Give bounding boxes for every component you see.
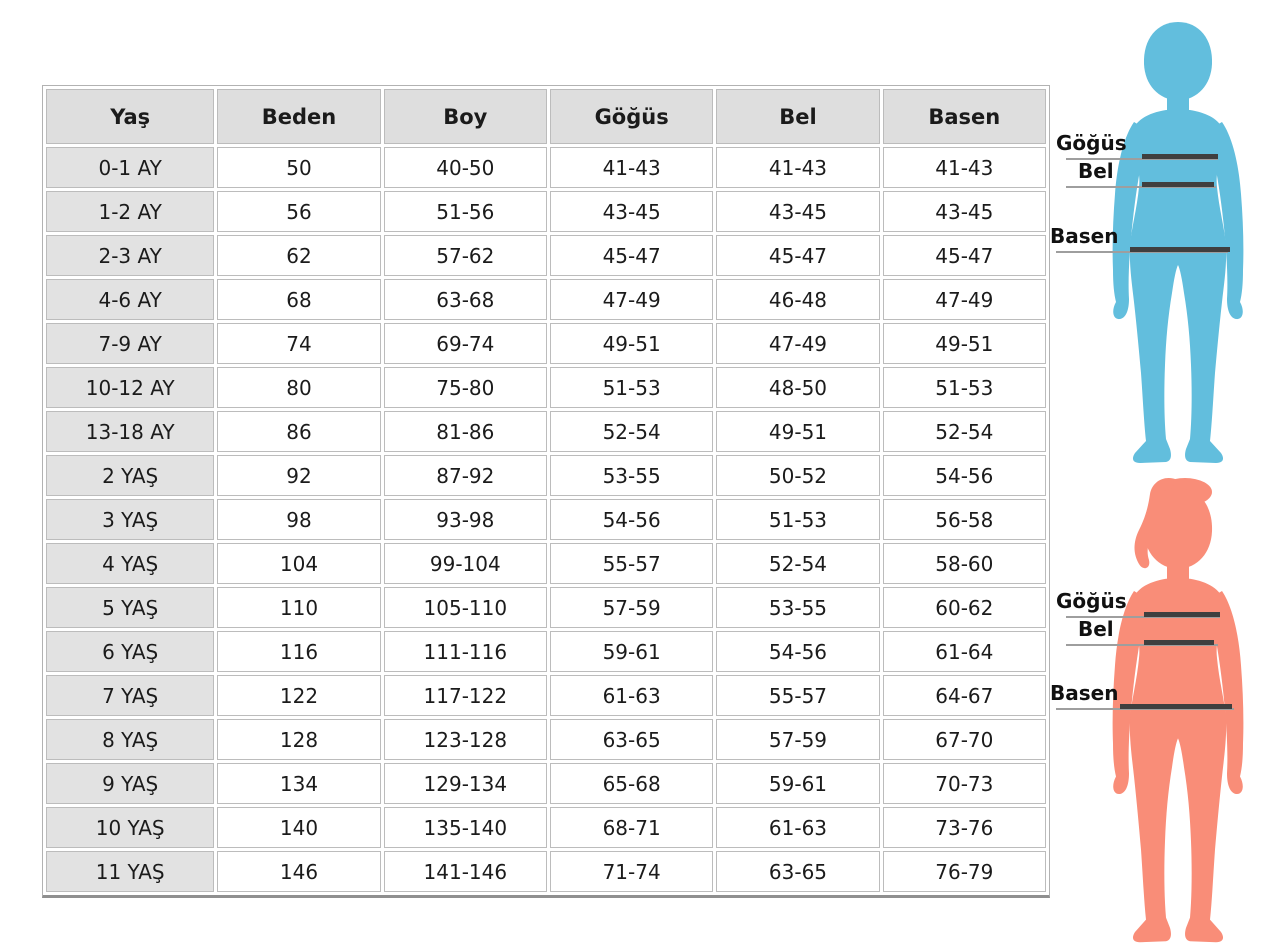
size-cell: 54-56 — [716, 631, 879, 672]
size-cell: 53-55 — [550, 455, 713, 496]
row-age-label: 2-3 AY — [46, 235, 214, 276]
girl-silhouette-icon — [1086, 472, 1270, 948]
size-cell: 45-47 — [716, 235, 879, 276]
size-cell: 43-45 — [883, 191, 1046, 232]
row-age-label: 3 YAŞ — [46, 499, 214, 540]
size-cell: 67-70 — [883, 719, 1046, 760]
size-cell: 92 — [217, 455, 380, 496]
table-row — [46, 499, 1046, 540]
size-cell: 86 — [217, 411, 380, 452]
row-age-label: 4-6 AY — [46, 279, 214, 320]
size-cell: 61-63 — [716, 807, 879, 848]
size-cell: 57-59 — [716, 719, 879, 760]
waist-measurement-label: Bel — [1078, 617, 1114, 641]
hip-measurement-line — [1130, 247, 1230, 252]
table-row — [46, 455, 1046, 496]
table-row — [46, 191, 1046, 232]
size-cell: 99-104 — [384, 543, 547, 584]
size-cell: 51-53 — [883, 367, 1046, 408]
size-chart-table — [42, 85, 1050, 898]
size-cell: 73-76 — [883, 807, 1046, 848]
table-row — [46, 807, 1046, 848]
size-cell: 49-51 — [883, 323, 1046, 364]
row-age-label: 13-18 AY — [46, 411, 214, 452]
row-age-label: 10-12 AY — [46, 367, 214, 408]
size-cell: 56-58 — [883, 499, 1046, 540]
table-row — [46, 851, 1046, 892]
size-cell: 49-51 — [716, 411, 879, 452]
row-age-label: 7 YAŞ — [46, 675, 214, 716]
size-cell: 52-54 — [550, 411, 713, 452]
size-cell: 70-73 — [883, 763, 1046, 804]
table-row — [46, 675, 1046, 716]
size-cell: 105-110 — [384, 587, 547, 628]
row-age-label: 4 YAŞ — [46, 543, 214, 584]
size-chart — [42, 85, 1050, 898]
size-cell: 46-48 — [716, 279, 879, 320]
row-age-label: 11 YAŞ — [46, 851, 214, 892]
hip-measurement-label: Basen — [1050, 681, 1119, 705]
waist-measurement-line — [1144, 640, 1214, 645]
table-row — [46, 631, 1046, 672]
size-cell: 63-65 — [716, 851, 879, 892]
row-age-label: 8 YAŞ — [46, 719, 214, 760]
size-cell: 87-92 — [384, 455, 547, 496]
row-age-label: 10 YAŞ — [46, 807, 214, 848]
girl-body-shape — [1113, 488, 1244, 942]
size-cell: 54-56 — [550, 499, 713, 540]
hip-measurement-label: Basen — [1050, 224, 1119, 248]
size-cell: 141-146 — [384, 851, 547, 892]
size-chart-body — [46, 147, 1046, 892]
size-cell: 41-43 — [550, 147, 713, 188]
size-cell: 45-47 — [883, 235, 1046, 276]
size-cell: 57-62 — [384, 235, 547, 276]
size-cell: 93-98 — [384, 499, 547, 540]
waist-measurement-line — [1142, 182, 1214, 187]
size-cell: 51-53 — [716, 499, 879, 540]
row-age-label: 9 YAŞ — [46, 763, 214, 804]
size-cell: 123-128 — [384, 719, 547, 760]
size-cell: 135-140 — [384, 807, 547, 848]
size-cell: 71-74 — [550, 851, 713, 892]
table-row — [46, 543, 1046, 584]
table-row — [46, 587, 1046, 628]
row-age-label: 2 YAŞ — [46, 455, 214, 496]
size-cell: 58-60 — [883, 543, 1046, 584]
size-cell: 55-57 — [716, 675, 879, 716]
size-cell: 52-54 — [716, 543, 879, 584]
size-cell: 55-57 — [550, 543, 713, 584]
size-cell: 69-74 — [384, 323, 547, 364]
size-cell: 50 — [217, 147, 380, 188]
size-cell: 45-47 — [550, 235, 713, 276]
size-cell: 59-61 — [550, 631, 713, 672]
size-cell: 129-134 — [384, 763, 547, 804]
size-cell: 60-62 — [883, 587, 1046, 628]
size-cell: 61-63 — [550, 675, 713, 716]
size-cell: 74 — [217, 323, 380, 364]
size-cell: 49-51 — [550, 323, 713, 364]
row-age-label: 1-2 AY — [46, 191, 214, 232]
size-cell: 59-61 — [716, 763, 879, 804]
size-cell: 117-122 — [384, 675, 547, 716]
header-row — [46, 89, 1046, 144]
size-cell: 128 — [217, 719, 380, 760]
row-age-label: 7-9 AY — [46, 323, 214, 364]
column-header: Göğüs — [550, 89, 713, 144]
size-cell: 134 — [217, 763, 380, 804]
table-row — [46, 411, 1046, 452]
size-cell: 76-79 — [883, 851, 1046, 892]
size-cell: 62 — [217, 235, 380, 276]
size-cell: 63-65 — [550, 719, 713, 760]
size-chart-header — [46, 89, 1046, 144]
size-cell: 43-45 — [550, 191, 713, 232]
size-cell: 48-50 — [716, 367, 879, 408]
size-cell: 63-68 — [384, 279, 547, 320]
size-cell: 54-56 — [883, 455, 1046, 496]
table-row — [46, 367, 1046, 408]
table-row — [46, 235, 1046, 276]
size-cell: 57-59 — [550, 587, 713, 628]
column-header: Beden — [217, 89, 380, 144]
size-cell: 47-49 — [716, 323, 879, 364]
boy-figure-panel — [1040, 20, 1280, 472]
column-header: Basen — [883, 89, 1046, 144]
size-cell: 64-67 — [883, 675, 1046, 716]
table-row — [46, 147, 1046, 188]
size-cell: 61-64 — [883, 631, 1046, 672]
column-header: Yaş — [46, 89, 214, 144]
size-cell: 80 — [217, 367, 380, 408]
size-cell: 140 — [217, 807, 380, 848]
size-cell: 51-56 — [384, 191, 547, 232]
chest-measurement-label: Göğüs — [1056, 131, 1127, 155]
column-header: Bel — [716, 89, 879, 144]
row-age-label: 6 YAŞ — [46, 631, 214, 672]
size-cell: 41-43 — [716, 147, 879, 188]
size-cell: 110 — [217, 587, 380, 628]
column-header: Boy — [384, 89, 547, 144]
size-cell: 98 — [217, 499, 380, 540]
size-cell: 50-52 — [716, 455, 879, 496]
table-row — [46, 279, 1046, 320]
size-cell: 81-86 — [384, 411, 547, 452]
table-row — [46, 323, 1046, 364]
table-row — [46, 719, 1046, 760]
chest-measurement-line — [1142, 154, 1218, 159]
row-age-label: 5 YAŞ — [46, 587, 214, 628]
size-cell: 51-53 — [550, 367, 713, 408]
size-cell: 40-50 — [384, 147, 547, 188]
waist-measurement-label: Bel — [1078, 159, 1114, 183]
chest-measurement-line — [1144, 612, 1220, 617]
girl-figure-panel — [1040, 472, 1280, 948]
size-cell: 65-68 — [550, 763, 713, 804]
size-cell: 68 — [217, 279, 380, 320]
boy-body-shape — [1113, 22, 1244, 463]
size-cell: 122 — [217, 675, 380, 716]
size-cell: 68-71 — [550, 807, 713, 848]
size-cell: 52-54 — [883, 411, 1046, 452]
size-cell: 116 — [217, 631, 380, 672]
row-age-label: 0-1 AY — [46, 147, 214, 188]
hip-measurement-line — [1120, 704, 1232, 709]
size-cell: 146 — [217, 851, 380, 892]
table-row — [46, 763, 1046, 804]
size-cell: 41-43 — [883, 147, 1046, 188]
size-cell: 53-55 — [716, 587, 879, 628]
chest-measurement-label: Göğüs — [1056, 589, 1127, 613]
size-cell: 75-80 — [384, 367, 547, 408]
size-cell: 43-45 — [716, 191, 879, 232]
size-cell: 47-49 — [883, 279, 1046, 320]
size-cell: 47-49 — [550, 279, 713, 320]
size-cell: 56 — [217, 191, 380, 232]
size-cell: 104 — [217, 543, 380, 584]
size-cell: 111-116 — [384, 631, 547, 672]
